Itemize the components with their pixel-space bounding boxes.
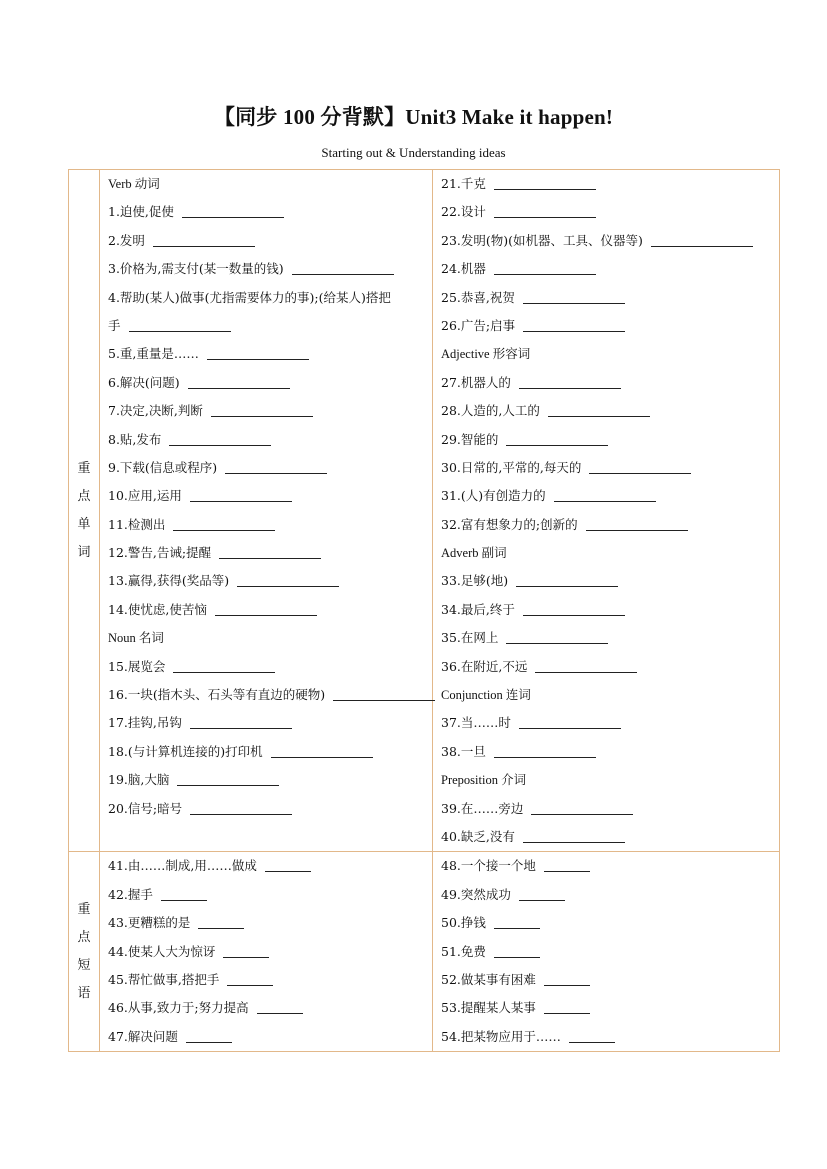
- answer-blank[interactable]: [554, 487, 656, 502]
- answer-blank[interactable]: [257, 999, 303, 1014]
- item-text: 28.人造的,人工的: [441, 403, 540, 419]
- item-text: 26.广告;启事: [441, 317, 516, 333]
- item-text: 3.价格为,需支付(某一数量的钱): [108, 261, 284, 277]
- vocab-item: [108, 539, 432, 567]
- answer-blank[interactable]: [333, 686, 435, 701]
- answer-blank[interactable]: [544, 971, 590, 986]
- vocab-item: [108, 966, 432, 994]
- vocab-item: [441, 567, 779, 595]
- answer-blank[interactable]: [173, 658, 275, 673]
- answer-blank[interactable]: [292, 260, 394, 275]
- vocab-item: [441, 966, 779, 994]
- vocab-item: [441, 227, 779, 255]
- item-text: 54.把某物应用于……: [441, 1028, 561, 1044]
- item-text: 50.挣钱: [441, 915, 486, 931]
- answer-blank[interactable]: [129, 317, 231, 332]
- item-text: 37.当……时: [441, 715, 511, 731]
- section-label-char: 重: [77, 460, 91, 476]
- vocab-item: [441, 454, 779, 482]
- vocab-item: [108, 312, 432, 340]
- answer-blank[interactable]: [519, 886, 565, 901]
- words-section-label: [69, 170, 100, 852]
- answer-blank[interactable]: [161, 886, 207, 901]
- vocab-item: [108, 852, 432, 880]
- answer-blank[interactable]: [516, 572, 618, 587]
- vocab-item: [441, 653, 779, 681]
- item-text: 31.(人)有创造力的: [441, 488, 546, 504]
- vocab-item: [108, 482, 432, 510]
- pos-heading: [441, 766, 779, 794]
- answer-blank[interactable]: [169, 431, 271, 446]
- answer-blank[interactable]: [494, 914, 540, 929]
- answer-blank[interactable]: [519, 714, 621, 729]
- words-left-column: [100, 170, 433, 852]
- vocab-item: [108, 511, 432, 539]
- answer-blank[interactable]: [190, 487, 292, 502]
- vocab-item: [441, 938, 779, 966]
- vocab-item: [108, 284, 432, 312]
- item-text: 15.展览会: [108, 658, 166, 674]
- answer-blank[interactable]: [219, 544, 321, 559]
- vocab-item: [108, 881, 432, 909]
- answer-blank[interactable]: [223, 943, 269, 958]
- vocab-item: [108, 426, 432, 454]
- item-text: 21.千克: [441, 176, 486, 191]
- vocab-item: [441, 198, 779, 226]
- item-text: 49.突然成功: [441, 886, 511, 902]
- vocab-item: [441, 369, 779, 397]
- vocab-item: [108, 766, 432, 794]
- item-text: 5.重,重量是……: [108, 346, 199, 362]
- item-text: 47.解决问题: [108, 1028, 178, 1044]
- pos-heading: [108, 624, 432, 652]
- pos-heading: [108, 170, 432, 198]
- item-text: 30.日常的,平常的,每天的: [441, 459, 582, 475]
- vocab-item: [108, 681, 432, 709]
- phrases-right-column: [433, 852, 780, 1052]
- answer-blank[interactable]: [523, 828, 625, 843]
- item-text: 51.免费: [441, 943, 486, 959]
- section-label-char: 重: [77, 901, 91, 917]
- item-text: 53.提醒某人某事: [441, 1000, 536, 1016]
- item-text: 17.挂钩,吊钩: [108, 715, 182, 731]
- vocab-item: [441, 823, 779, 851]
- vocab-item: [441, 511, 779, 539]
- answer-blank[interactable]: [506, 431, 608, 446]
- item-text: 20.信号;暗号: [108, 800, 183, 816]
- answer-blank[interactable]: [215, 601, 317, 616]
- vocab-item: [441, 881, 779, 909]
- answer-blank[interactable]: [523, 601, 625, 616]
- phrases-left-column: [100, 852, 433, 1052]
- vocab-item: [108, 709, 432, 737]
- answer-blank[interactable]: [494, 260, 596, 275]
- item-text: 45.帮忙做事,搭把手: [108, 971, 220, 987]
- answer-blank[interactable]: [190, 714, 292, 729]
- vocab-item: [441, 170, 779, 198]
- section-label-char: 单: [77, 516, 91, 532]
- section-label-char: 词: [77, 544, 91, 560]
- page-subtitle: Starting out & Understanding ideas: [321, 145, 506, 160]
- item-text: Preposition 介词: [441, 773, 527, 788]
- vocab-item: [441, 738, 779, 766]
- item-text: 52.做某事有困难: [441, 971, 536, 987]
- vocab-item: [441, 482, 779, 510]
- vocab-item: [441, 795, 779, 823]
- section-label-char: 点: [77, 488, 91, 504]
- item-text: 8.贴,发布: [108, 431, 162, 447]
- vocab-item: [441, 709, 779, 737]
- answer-blank[interactable]: [237, 572, 339, 587]
- answer-blank[interactable]: [207, 345, 309, 360]
- answer-blank[interactable]: [531, 800, 633, 815]
- answer-blank[interactable]: [265, 857, 311, 872]
- vocab-item: [441, 426, 779, 454]
- answer-blank[interactable]: [589, 459, 691, 474]
- item-text: Noun 名词: [108, 631, 164, 646]
- item-text: 43.更糟糕的是: [108, 915, 191, 931]
- answer-blank[interactable]: [506, 629, 608, 644]
- vocab-item: [108, 909, 432, 937]
- item-text: 35.在网上: [441, 630, 499, 646]
- item-text: 25.恭喜,祝贺: [441, 289, 515, 305]
- item-text: 48.一个接一个地: [441, 858, 536, 874]
- answer-blank[interactable]: [586, 516, 688, 531]
- answer-blank[interactable]: [535, 658, 637, 673]
- pos-heading: [441, 681, 779, 709]
- item-text: 29.智能的: [441, 431, 499, 447]
- item-text: 6.解决(问题): [108, 374, 180, 390]
- item-text: 42.握手: [108, 886, 153, 902]
- item-text: 18.(与计算机连接的)打印机: [108, 743, 263, 759]
- vocab-item: [108, 255, 432, 283]
- answer-blank[interactable]: [494, 943, 540, 958]
- answer-blank[interactable]: [198, 914, 244, 929]
- item-text: 44.使某人大为惊讶: [108, 943, 216, 959]
- item-text: 23.发明(物)(如机器、工具、仪器等): [441, 232, 643, 248]
- answer-blank[interactable]: [271, 743, 373, 758]
- item-text: 40.缺乏,没有: [441, 828, 515, 844]
- pos-heading: [441, 340, 779, 368]
- section-label-char: 短: [77, 957, 91, 973]
- item-text: 4.帮助(某人)做事(尤指需要体力的事);(给某人)搭把: [108, 289, 391, 305]
- answer-blank[interactable]: [188, 374, 290, 389]
- item-text: Verb 动词: [108, 177, 160, 191]
- answer-blank[interactable]: [177, 771, 279, 786]
- item-text: 7.决定,决断,判断: [108, 403, 203, 419]
- vocab-item: [108, 795, 432, 823]
- item-text: 手: [108, 317, 121, 333]
- item-text: 16.一块(指木头、石头等有直边的硬物): [108, 687, 326, 703]
- answer-blank[interactable]: [227, 971, 273, 986]
- item-text: 41.由……制成,用……做成: [108, 858, 257, 874]
- vocab-item: [108, 994, 432, 1022]
- item-text: 32.富有想象力的;创新的: [441, 516, 578, 532]
- page-title: 【同步 100 分背默】Unit3 Make it happen!: [213, 105, 614, 129]
- answer-blank[interactable]: [494, 175, 596, 190]
- phrases-section-label: [69, 852, 100, 1052]
- item-text: 10.应用,运用: [108, 488, 182, 504]
- vocab-item: [108, 397, 432, 425]
- answer-blank[interactable]: [569, 1028, 615, 1043]
- answer-blank[interactable]: [182, 203, 284, 218]
- section-label-char: 语: [77, 985, 91, 1001]
- item-text: 36.在附近,不远: [441, 658, 528, 674]
- item-text: 14.使忧虑,使苦恼: [108, 601, 207, 617]
- answer-blank[interactable]: [544, 999, 590, 1014]
- vocab-item: [441, 624, 779, 652]
- item-text: 27.机器人的: [441, 374, 511, 390]
- vocab-item: [441, 312, 779, 340]
- vocab-item: [441, 1023, 779, 1051]
- vocab-item: [441, 994, 779, 1022]
- vocab-item: [108, 369, 432, 397]
- answer-blank[interactable]: [544, 857, 590, 872]
- vocab-item: [108, 1023, 432, 1051]
- answer-blank[interactable]: [190, 800, 292, 815]
- answer-blank[interactable]: [494, 203, 596, 218]
- vocab-item: [441, 909, 779, 937]
- item-text: 39.在……旁边: [441, 800, 524, 816]
- answer-blank[interactable]: [651, 232, 753, 247]
- item-text: 1.迫使,促使: [108, 204, 174, 220]
- vocab-item: [441, 852, 779, 880]
- item-text: 46.从事,致力于;努力提高: [108, 1000, 249, 1016]
- phrases-row: [69, 852, 780, 1052]
- item-text: 9.下载(信息或程序): [108, 459, 218, 475]
- words-row: [69, 170, 780, 852]
- vocab-item: [108, 653, 432, 681]
- vocab-table: [68, 169, 780, 1052]
- vocab-item: [108, 340, 432, 368]
- vocab-item: [441, 596, 779, 624]
- words-right-column: [433, 170, 780, 852]
- vocab-item: [108, 596, 432, 624]
- item-text: 2.发明: [108, 232, 145, 248]
- vocab-item: [108, 198, 432, 226]
- vocab-item: [108, 227, 432, 255]
- vocab-item: [108, 454, 432, 482]
- answer-blank[interactable]: [519, 374, 621, 389]
- answer-blank[interactable]: [173, 516, 275, 531]
- answer-blank[interactable]: [186, 1028, 232, 1043]
- answer-blank[interactable]: [523, 289, 625, 304]
- vocab-item: [108, 567, 432, 595]
- answer-blank[interactable]: [494, 743, 596, 758]
- answer-blank[interactable]: [548, 402, 650, 417]
- item-text: 11.检测出: [108, 516, 166, 532]
- pos-heading: [441, 539, 779, 567]
- section-label-char: 点: [77, 929, 91, 945]
- answer-blank[interactable]: [153, 232, 255, 247]
- item-text: 12.警告,告诫;提醒: [108, 545, 212, 561]
- answer-blank[interactable]: [211, 402, 313, 417]
- item-text: 22.设计: [441, 204, 486, 220]
- item-text: Adverb 副词: [441, 546, 507, 561]
- item-text: Conjunction 连词: [441, 688, 531, 703]
- item-text: 33.足够(地): [441, 573, 509, 589]
- answer-blank[interactable]: [225, 459, 327, 474]
- item-text: 38.一旦: [441, 743, 486, 759]
- item-text: 13.赢得,获得(奖品等): [108, 573, 230, 589]
- item-text: 24.机器: [441, 261, 486, 277]
- vocab-item: [108, 738, 432, 766]
- vocab-item: [441, 397, 779, 425]
- vocab-item: [441, 255, 779, 283]
- item-text: 34.最后,终于: [441, 601, 515, 617]
- item-text: 19.脑,大脑: [108, 772, 170, 788]
- answer-blank[interactable]: [523, 317, 625, 332]
- item-text: Adjective 形容词: [441, 347, 531, 362]
- vocab-item: [441, 284, 779, 312]
- vocab-item: [108, 938, 432, 966]
